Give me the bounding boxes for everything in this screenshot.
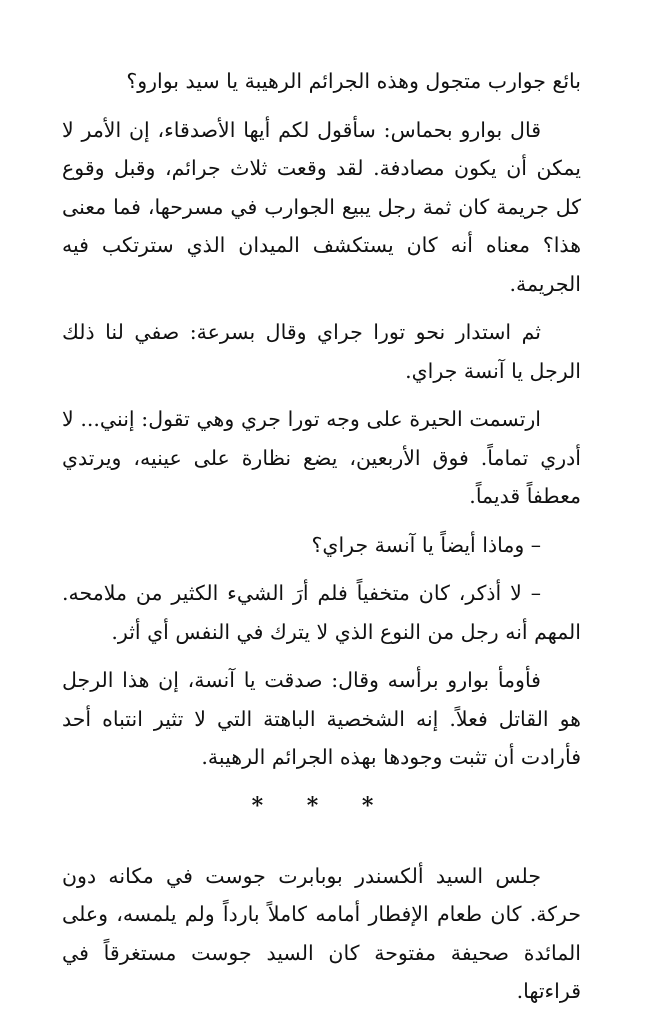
paragraph-4: ارتسمت الحيرة على وجه تورا جري وهي تقول: إنني... لا أدري تماماً. فوق الأربعين، يضع نظارة على عينيه، ويرتدي معطفاً قديماً. [62, 407, 581, 508]
paragraph-3: ثم استدار نحو تورا جراي وقال بسرعة: صفي لنا ذلك الرجل يا آنسة جراي. [62, 320, 581, 383]
section-separator: * * * [251, 792, 392, 819]
paragraph-7: فأومأ بوارو برأسه وقال: صدقت يا آنسة، إن هذا الرجل هو القاتل فعلاً. إنه الشخصية الباهتة التي لا تثير انتباه أحد فأرادت أن تثبت وجودها بهذه الجرائم الرهيبة. [62, 668, 581, 769]
paragraph-2: قال بوارو بحماس: سأقول لكم أيها الأصدقاء، إن الأمر لا يمكن أن يكون مصادفة. لقد وقعت ثلاث جرائم، وقبل وقوع كل جريمة كان ثمة رجل يبيع الجوارب في مسرحها، فما معنى هذا؟ معناه أنه كان يستكشف الميدان الذي سترتكب فيه الجريمة. [62, 117, 581, 296]
paragraph-5: – وماذا أيضاً يا آنسة جراي؟ [311, 532, 541, 557]
paragraph-1: بائع جوارب متجول وهذه الجرائم الرهيبة يا سيد بوارو؟ [126, 69, 581, 93]
paragraph-8: جلس السيد ألكسندر بوبابرت جوست في مكانه دون حركة. كان طعام الإفطار أمامه كاملاً بارداً ولم يلمسه، وعلى المائدة صحيفة مفتوحة كان السيد جوست مستغرقاً في قراءتها. [62, 863, 581, 1003]
book-page [62, 62, 581, 1021]
paragraph-6: – لا أذكر، كان متخفياً فلم أرَ الشيء الكثير من ملامحه. المهم أنه رجل من النوع الذي لا يترك في النفس أي أثر. [62, 581, 581, 644]
